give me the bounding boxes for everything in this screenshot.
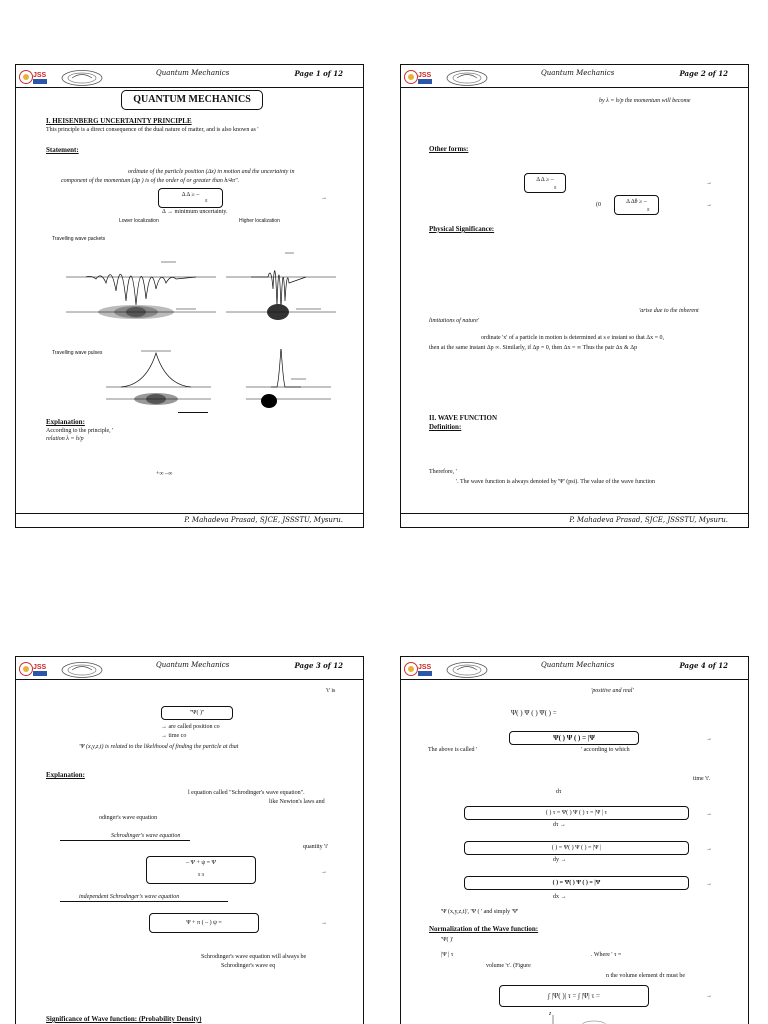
other-forms-heading: Other forms: <box>429 145 469 153</box>
t-is-text: 't' is <box>326 688 336 694</box>
uncertainty-equation: Δ Δ ≥ – <box>158 188 223 208</box>
header-title: Quantum Mechanics <box>541 661 615 669</box>
swe-label: Schrodinger's wave equation <box>111 833 181 839</box>
equation-arrow: → <box>706 811 712 817</box>
page-number: Page 4 of 12 <box>679 661 728 670</box>
psi-product-row: Ψ( ) Ψ ( ) Ψ( ) = <box>511 709 557 717</box>
svg-text:JSS: JSS <box>418 72 432 79</box>
area-probability-equation: ( ) = Ψ( ) Ψ ( ) = |Ψ | <box>464 841 689 855</box>
intro-text: This principle is a direct consequence of the dual nature of matter, and is also known as ' <box>46 127 259 133</box>
wave-function-heading: II. WAVE FUNCTION <box>429 414 498 422</box>
likelihood-line: 'Ψ (x,y,z,t) is related to the likelihood of finding the particle at that <box>79 744 239 750</box>
document-page-2 <box>400 64 749 528</box>
header-title: Quantum Mechanics <box>156 661 230 669</box>
therefore-text: Therefore, ' <box>429 469 457 475</box>
d-tau-label: dτ <box>556 789 562 795</box>
significance-line-1: ordinate 'x' of a particle in motion is determined at s e instant so that Δx = 0, <box>481 335 665 341</box>
page-header <box>16 657 363 679</box>
significance-line-2: then at the same instant Δp ∞. Similarly, if Δp = 0, then Δx = ∞ Thus the pair Δx & Δp <box>429 345 638 351</box>
page-footer: P. Mahadeva Prasad, SJCE, JSSSTU, Mysuru. <box>569 516 728 524</box>
volume-element-text: n the volume element dτ must be <box>606 973 686 979</box>
statement-line-2: component of the momentum (Δp ) is of the order of or greater than h/4π". <box>61 178 240 184</box>
wave-pulse-diagram <box>46 349 346 409</box>
page-number: Page 3 of 12 <box>294 661 343 670</box>
equation-arrow: → <box>706 736 712 742</box>
time-t-text: time 't'. <box>693 776 711 782</box>
equation-pi: π <box>205 199 208 204</box>
equation-arrow: → <box>706 881 712 887</box>
independent-underline <box>60 901 228 902</box>
dtau-arrow-label: dτ → <box>553 822 566 828</box>
equation-prefix: (0 <box>596 202 601 208</box>
energy-time-equation: Δ Δ ≥ – <box>524 173 566 193</box>
jss-logo-icon <box>19 660 49 678</box>
page-header <box>401 657 748 679</box>
document-page-3 <box>15 656 364 1024</box>
divider-line <box>178 412 208 413</box>
document-page-4 <box>400 656 749 1024</box>
momentum-line: by λ = h/p the momentum will become <box>599 98 691 104</box>
page-footer: P. Mahadeva Prasad, SJCE, JSSSTU, Mysuru. <box>184 516 343 524</box>
statement-line-1: ordinate of the particle position (Δx) in motion and the uncertainty in <box>128 169 295 175</box>
wave-function-line: '. The wave function is always denoted by 'Ψ' (psi). The value of the wave function <box>456 479 656 485</box>
statement-heading: Statement: <box>46 146 79 154</box>
normalization-line-2: |Ψ | τ <box>441 952 454 958</box>
positive-real-text: 'positive and real' <box>591 688 634 694</box>
explanation-line-2: like Newton's laws and <box>269 799 325 805</box>
equation-arrow: → <box>706 202 712 208</box>
equation-pi: π <box>554 186 557 191</box>
equation-arrow: → <box>706 180 712 186</box>
minimum-uncertainty-note: Δ → minimum uncertainty. <box>162 209 228 215</box>
header-divider <box>16 87 363 88</box>
z-axis-label: z <box>549 1011 552 1017</box>
psi-function-box: "Ψ( )" <box>161 706 233 720</box>
definition-heading: Definition: <box>429 423 462 431</box>
time-dependent-equation: – Ψ + ψ = Ψ π π <box>146 856 256 884</box>
page-number: Page 1 of 12 <box>294 69 343 78</box>
linear-probability-equation: ( ) = Ψ( ) Ψ ( ) = |Ψ <box>464 876 689 890</box>
quantity-i-text: quantity 'i' <box>303 844 328 850</box>
normalization-heading: Normalization of the Wave function: <box>429 925 539 933</box>
footer-divider <box>401 513 748 514</box>
equation-arrow: → <box>706 993 712 999</box>
explanation-line-2: relation λ = h/p <box>46 436 84 442</box>
volume-figure <box>549 1015 619 1024</box>
jss-logo-icon <box>404 68 434 86</box>
volume-probability-equation: ( ) τ = Ψ( ) Ψ ( ) τ = |Ψ | τ <box>464 806 689 820</box>
page-number: Page 2 of 12 <box>679 69 728 78</box>
header-title: Quantum Mechanics <box>541 69 615 77</box>
position-coordinates-note: → are called position co <box>161 724 220 730</box>
physical-significance-heading: Physical Significance: <box>429 225 495 233</box>
particle-dot-icon <box>259 391 279 411</box>
dy-arrow-label: dy → <box>553 857 567 863</box>
footer-divider <box>16 513 363 514</box>
wave-packets-label: Travelling wave packets <box>52 236 106 242</box>
time-coordinate-note: → time co <box>161 733 187 739</box>
angular-equation: Δ Δθ ≥ – <box>614 195 659 215</box>
explanation-line-1: According to the principle, ' <box>46 428 114 434</box>
jss-logo-icon <box>404 660 434 678</box>
equation-arrow: → <box>321 920 327 926</box>
normalization-integral: ∫ |Ψ( )| τ = ∫ |Ψ| τ = <box>499 985 649 1007</box>
dx-arrow-label: dx → <box>553 894 567 900</box>
equation-arrow: → <box>706 846 712 852</box>
significance-heading: Significance of Wave function: (Probability Density) <box>46 1015 202 1023</box>
independent-swe-label: independent Schrodinger's wave equation <box>79 894 180 900</box>
page-header <box>401 65 748 87</box>
emblem-icon <box>445 661 489 679</box>
svg-text:JSS: JSS <box>418 664 432 671</box>
swe-always-text: Schrodinger's wave equation will always be <box>201 954 307 960</box>
header-divider <box>401 679 748 680</box>
time-independent-equation: Ψ + π ( – ) ψ = <box>149 913 259 933</box>
document-page-1 <box>15 64 364 528</box>
swe-eq-text: Schrodinger's wave eq <box>221 963 276 969</box>
equation-pi: π <box>647 208 650 213</box>
explanation-heading: Explanation: <box>46 771 85 779</box>
normalization-line-1: 'Ψ( )' <box>441 937 454 943</box>
header-title: Quantum Mechanics <box>156 69 230 77</box>
lower-localization-label: Lower localization <box>119 218 159 224</box>
wave-pulses-label: Travelling wave pulses <box>52 350 103 356</box>
higher-localization-label: Higher localization <box>239 218 280 224</box>
psi-notation-text: 'Ψ (x,y,z,t)', 'Ψ ( ' and simply 'Ψ' <box>441 909 519 915</box>
swe-underline <box>60 840 190 841</box>
equation-arrow: → <box>321 195 327 201</box>
according-text: ' according to which <box>581 747 630 753</box>
equation-arrow: → <box>321 869 327 875</box>
header-divider <box>16 679 363 680</box>
jss-logo-icon <box>19 68 49 86</box>
where-text: . Where ' τ = <box>591 952 622 958</box>
main-title: QUANTUM MECHANICS <box>121 90 263 110</box>
emblem-icon <box>445 69 489 87</box>
explanation-heading: Explanation: <box>46 418 85 426</box>
svg-text:JSS: JSS <box>33 664 47 671</box>
quote-text: 'arise due to the inherent <box>639 308 699 314</box>
explanation-line-3: odinger's wave equation <box>99 815 158 821</box>
probability-density-box: Ψ( ) Ψ ( ) = |Ψ <box>509 731 639 745</box>
infinity-text: +∞ –∞ <box>156 471 173 477</box>
header-divider <box>401 87 748 88</box>
volume-text: volume 'τ'. (Figure <box>486 963 531 969</box>
explanation-line-1: l equation called "Schrodinger's wave equation". <box>188 790 305 796</box>
limitations-text: limitations of nature' <box>429 318 480 324</box>
section-heading: I. HEISENBERG UNCERTAINTY PRINCIPLE <box>46 117 192 125</box>
above-called-text: The above is called ' <box>428 747 478 753</box>
wave-packet-diagram <box>46 237 346 327</box>
emblem-icon <box>60 69 104 87</box>
page-header <box>16 65 363 87</box>
svg-text:JSS: JSS <box>33 72 47 79</box>
emblem-icon <box>60 661 104 679</box>
